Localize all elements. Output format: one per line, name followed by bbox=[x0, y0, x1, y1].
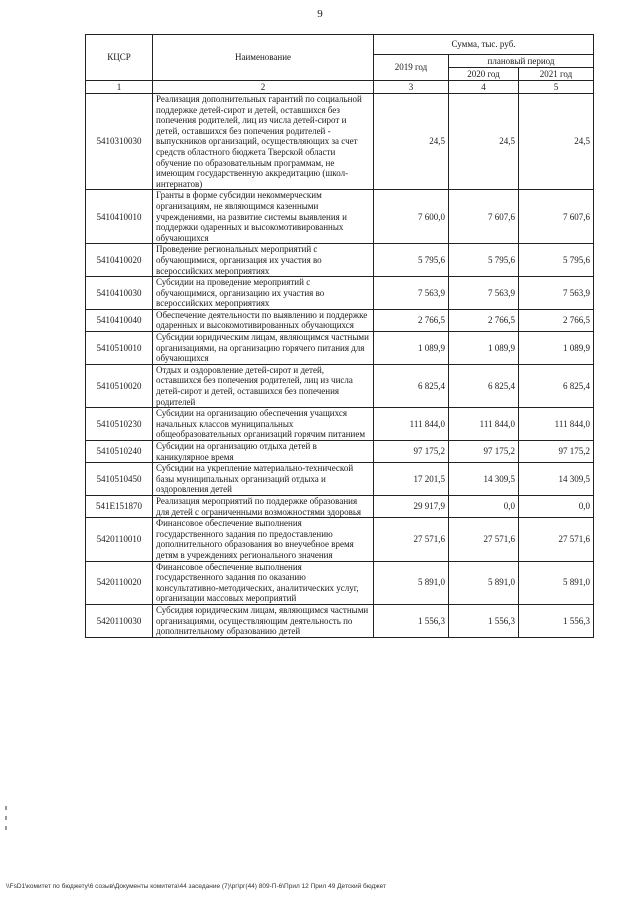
value-2019: 1 089,9 bbox=[374, 332, 449, 365]
table-row bbox=[86, 309, 594, 331]
value-2020: 14 309,5 bbox=[449, 463, 519, 496]
col-number: 5 bbox=[519, 81, 594, 94]
value-2020: 6 825,4 bbox=[449, 364, 519, 407]
table-row bbox=[86, 332, 594, 365]
row-name: Финансовое обеспечение выполнения государственного задания по предоставлению дополнительного образования во внеучебное время детям в учреждениях регионального значения bbox=[153, 518, 374, 561]
kcsr-code: 5420110010 bbox=[86, 518, 153, 561]
table-row bbox=[86, 441, 594, 463]
row-name: Финансовое обеспечение выполнения государственного задания по оказанию консультативно-методических, аналитических услуг, организации массовых мероприятий bbox=[153, 561, 374, 604]
value-2021: 5 795,6 bbox=[519, 244, 594, 277]
row-name: Реализация дополнительных гарантий по социальной поддержке детей-сирот и детей, оставшихся без попечения родителей, лиц из числа детей-сирот и детей, оставшихся без попечения родителей - выпускников организаций, осуществляющих за счет средств областного бюджета Тверской области обучение по образовательным программам, не имеющим государственную аккредитацию (школ-интернатов) bbox=[153, 94, 374, 190]
col-number: 4 bbox=[449, 81, 519, 94]
row-name: Субсидии на организацию обеспечения учащихся начальных классов муниципальных общеобразовательных организаций горячим питанием bbox=[153, 408, 374, 441]
kcsr-code: 5410510010 bbox=[86, 332, 153, 365]
row-name: Субсидии на организацию отдыха детей в каникулярное время bbox=[153, 441, 374, 463]
row-name: Проведение региональных мероприятий с обучающимися, организация их участия во всероссийских мероприятиях bbox=[153, 244, 374, 277]
value-2019: 5 891,0 bbox=[374, 561, 449, 604]
value-2021: 111 844,0 bbox=[519, 408, 594, 441]
table-row bbox=[86, 408, 594, 441]
value-2020: 5 795,6 bbox=[449, 244, 519, 277]
table-row bbox=[86, 561, 594, 604]
value-2019: 7 563,9 bbox=[374, 277, 449, 310]
value-2021: 1 089,9 bbox=[519, 332, 594, 365]
value-2021: 1 556,3 bbox=[519, 604, 594, 637]
kcsr-code: 5410510020 bbox=[86, 364, 153, 407]
file-path-footer: \\FsD1\комитет по бюджету\6 созыв\Документы комитета\44 заседание (7)\рг\рг(44) 809-П-6\Прил 12 Прил 49 Детский бюджет bbox=[6, 883, 386, 890]
header-year-2021: 2021 год bbox=[519, 68, 594, 81]
table-row bbox=[86, 518, 594, 561]
value-2019: 1 556,3 bbox=[374, 604, 449, 637]
header-year-2019: 2019 год bbox=[374, 55, 449, 81]
value-2020: 5 891,0 bbox=[449, 561, 519, 604]
row-name: Гранты в форме субсидии некоммерческим организациям, не являющимся казенными учреждениями, на развитие системы выявления и поддержки одаренных и высокомотивированных обучающихся bbox=[153, 190, 374, 244]
row-name: Реализация мероприятий по поддержке образования для детей с ограниченными возможностями здоровья bbox=[153, 495, 374, 517]
kcsr-code: 5410510450 bbox=[86, 463, 153, 496]
value-2020: 2 766,5 bbox=[449, 309, 519, 331]
row-name: Обеспечение деятельности по выявлению и поддержке одаренных и высокомотивированных обучающихся bbox=[153, 309, 374, 331]
kcsr-code: 5410510240 bbox=[86, 441, 153, 463]
budget-table bbox=[85, 34, 594, 638]
value-2020: 7 607,6 bbox=[449, 190, 519, 244]
value-2019: 24,5 bbox=[374, 94, 449, 190]
col-number: 2 bbox=[153, 81, 374, 94]
kcsr-code: 5420110020 bbox=[86, 561, 153, 604]
kcsr-code: 5410410020 bbox=[86, 244, 153, 277]
table-row bbox=[86, 190, 594, 244]
margin-mark bbox=[5, 816, 7, 820]
row-name: Отдых и оздоровление детей-сирот и детей, оставшихся без попечения родителей, лиц из числа детей-сирот и детей, оставшихся без попечения родителей bbox=[153, 364, 374, 407]
header-year-2020: 2020 год bbox=[449, 68, 519, 81]
value-2021: 97 175,2 bbox=[519, 441, 594, 463]
header-name: Наименование bbox=[153, 35, 374, 81]
header-planning-period: плановый период bbox=[449, 55, 594, 68]
value-2020: 24,5 bbox=[449, 94, 519, 190]
value-2019: 97 175,2 bbox=[374, 441, 449, 463]
table-row bbox=[86, 277, 594, 310]
value-2021: 5 891,0 bbox=[519, 561, 594, 604]
value-2021: 27 571,6 bbox=[519, 518, 594, 561]
value-2021: 6 825,4 bbox=[519, 364, 594, 407]
value-2020: 111 844,0 bbox=[449, 408, 519, 441]
value-2019: 5 795,6 bbox=[374, 244, 449, 277]
value-2019: 29 917,9 bbox=[374, 495, 449, 517]
value-2021: 24,5 bbox=[519, 94, 594, 190]
kcsr-code: 5410510230 bbox=[86, 408, 153, 441]
value-2019: 111 844,0 bbox=[374, 408, 449, 441]
value-2021: 14 309,5 bbox=[519, 463, 594, 496]
value-2020: 27 571,6 bbox=[449, 518, 519, 561]
value-2020: 7 563,9 bbox=[449, 277, 519, 310]
value-2021: 2 766,5 bbox=[519, 309, 594, 331]
page-number: 9 bbox=[317, 8, 323, 20]
value-2019: 27 571,6 bbox=[374, 518, 449, 561]
value-2020: 0,0 bbox=[449, 495, 519, 517]
value-2019: 7 600,0 bbox=[374, 190, 449, 244]
margin-mark bbox=[5, 826, 7, 830]
header-sum: Сумма, тыс. руб. bbox=[374, 35, 594, 55]
row-name: Субсидии на проведение мероприятий с обучающимися, организацию их участия во всероссийских мероприятиях bbox=[153, 277, 374, 310]
header-kcsr: КЦСР bbox=[86, 35, 153, 81]
value-2019: 2 766,5 bbox=[374, 309, 449, 331]
kcsr-code: 5410410040 bbox=[86, 309, 153, 331]
value-2021: 7 563,9 bbox=[519, 277, 594, 310]
row-name: Субсидии юридическим лицам, являющимся частными организациями, на организацию горячего питания для обучающихся bbox=[153, 332, 374, 365]
table-row bbox=[86, 604, 594, 637]
table-row bbox=[86, 495, 594, 517]
row-name: Субсидии на укрепление материально-технической базы муниципальных организаций отдыха и оздоровления детей bbox=[153, 463, 374, 496]
kcsr-code: 5410410010 bbox=[86, 190, 153, 244]
table-row bbox=[86, 244, 594, 277]
col-number: 3 bbox=[374, 81, 449, 94]
margin-mark bbox=[5, 806, 7, 810]
value-2021: 0,0 bbox=[519, 495, 594, 517]
table-row bbox=[86, 463, 594, 496]
table-row bbox=[86, 94, 594, 190]
kcsr-code: 5410310030 bbox=[86, 94, 153, 190]
kcsr-code: 5420110030 bbox=[86, 604, 153, 637]
kcsr-code: 541E151870 bbox=[86, 495, 153, 517]
kcsr-code: 5410410030 bbox=[86, 277, 153, 310]
value-2021: 7 607,6 bbox=[519, 190, 594, 244]
table-row bbox=[86, 364, 594, 407]
col-number: 1 bbox=[86, 81, 153, 94]
value-2019: 17 201,5 bbox=[374, 463, 449, 496]
row-name: Субсидия юридическим лицам, являющимся частными организациями, осуществляющим деятельность по дополнительному образованию детей bbox=[153, 604, 374, 637]
value-2020: 97 175,2 bbox=[449, 441, 519, 463]
value-2020: 1 089,9 bbox=[449, 332, 519, 365]
value-2019: 6 825,4 bbox=[374, 364, 449, 407]
value-2020: 1 556,3 bbox=[449, 604, 519, 637]
